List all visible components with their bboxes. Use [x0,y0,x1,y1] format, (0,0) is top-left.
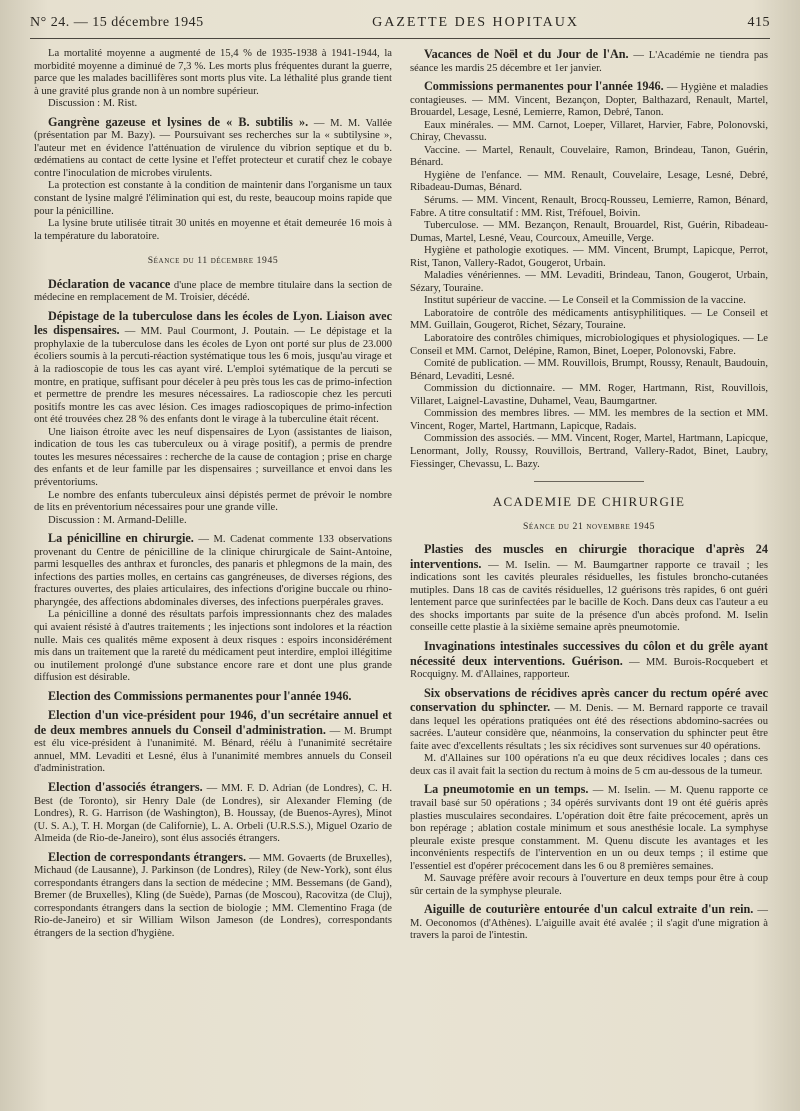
article-paragraph [410,687,768,754]
paragraph: La mortalité moyenne a augmenté de 15,4 % de 1935-1938 à 1941-1944, la morbidité moyenne a diminué de 7,3 %. Les morts plus fréquentes durant la guerre, parce que les malades bacillifères sont morts plus vite. La léthalité plus grande tient à une gravité plus grande non à un nombre supérieur. [34,48,392,97]
article-text: — MM. Burois-Rocquebert et Rocquigny. M. d'Allaines, rapporteur. [410,656,768,681]
article-paragraph [410,783,768,873]
article-text: — M. Oeconomos (d'Athènes). L'aiguille avait été avalée ; il s'agit d'une migration à travers la paroi de l'intestin. [410,905,768,942]
article-title: Election de correspondants étrangers. [48,849,247,864]
paragraph: Laboratoire de contrôle des médicaments antisyphilitiques. — Le Conseil et MM. Guillain, Gougerot, Richet, Sézary, Touraine. [410,307,768,332]
article-paragraph [34,310,392,427]
session-heading: Séance du 11 décembre 1945 [147,255,279,267]
article-title: Election des Commissions permanentes pour l'année 1946. [48,688,352,703]
article-title: Dépistage de la tuberculose dans les écoles de Lyon. Liaison avec les dispensaires. [34,308,392,338]
article-title: Invaginations intestinales successives du côlon et du grêle ayant nécessité deux interventions. Guérison. [410,638,768,668]
journal-title: GAZETTE DES HOPITAUX [372,15,579,30]
article-paragraph [410,80,768,120]
paragraph: Tuberculose. — MM. Bezançon, Renault, Brouardel, Rist, Guérin, Ribadeau-Dumas, Martel, Lesné, Veau, Courcoux, Ameuille, Verge. [410,220,768,244]
page-number: 415 [747,15,770,30]
article-paragraph [410,640,768,682]
article-paragraph [34,116,392,181]
section-divider [534,481,644,482]
article-paragraph [410,48,768,75]
article-text: — M. Cadenat commente 133 observations provenant du Centre de pénicilline de la clinique chirurgicale de Saint-Antoine, parmi lesquelles des anthrax et furoncles, des panaris et phlegmons de la main, des infections des parties molles, en certains cas gangréneuses, de diverses régions, des fractures ouvertes, des plaies articulaires, des infections d'origine buccale ou rhino-pharyngée, des affections abdominales diverses, des infections puerpérales graves. [34,534,392,608]
paragraph: Une liaison étroite avec les neuf dispensaires de Lyon (assistantes de liaison, indication de tous les cas tuberculeux ou à virage positif), a permis de prendre toutes les mesures nécessaires : recherche de la cause de contagion ; prise en charge des enfants et de leur famille par les dispensaires ; surveillance et envoi dans les préventoriums. [34,426,392,488]
discussion: Discussion : M. Armand-Delille. [48,514,187,526]
paragraph: Maladies vénériennes. — MM. Levaditi, Brindeau, Tanon, Gougerot, Urbain, Sézary, Touraine. [410,270,768,294]
article-text: — M. Iselin. — M. Quenu rapporte ce travail basé sur 50 opérations ; 34 opérés survivants dont 19 ont été guéris après plasties musculaires secondaires. L'opération doit être faite précocement, après un bon repérage ; ablation costale minimum et sous anesthésie locale. La symphyse pleurale existe presque constamment. M. Quenu discute les avantages et les inconvénients respectifs de l'intervention en un ou deux temps ; il estime que l'essentiel est d'opérer précocement dans les 6 ou 8 premières semaines. [410,785,768,872]
article-paragraph [34,690,392,705]
paragraph: La protection est constante à la condition de maintenir dans l'organisme un taux constant de lysine malgré l'élimination qui est, du reste, beaucoup moins rapide que pour la pénicilline. [34,180,392,217]
article-text: — M. M. Vallée (présentation par M. Bazy). — Poursuivant ses recherches sur la « subtilysine », l'auteur met en évidence l'atténuation de virulence du vibrion septique et du b. œdématiens au contact de cette lysine et l'effet protecteur et curatif chez le cobaye contre l'inoculation de microbes virulents. [34,117,392,179]
article-text: — MM. Paul Courmont, J. Poutain. — Le dépistage et la prophylaxie de la tuberculose dans les écoles de Lyon ont porté sur plus de 23.000 écoliers soumis à la percuti-réaction systématique tous les 6 mois, jusqu'au virage et à la radioscopie de tous les cas ayant viré. L'emploi sytématique de la percuti se montre, en pratique, suffisant pour déceler à peu près tous les cas de primo-infection et permettre de prendre les mesures nécessaires. La radioscopie chez les percuti positifs montre les cas avec lésion. Ces images radioscopiques de primo-infection ont été trouvées chez 28 % des enfants dont le virage à la tuberculine était récent. [34,326,392,426]
article-text: — Hygiène et maladies contagieuses. — MM. Vincent, Bezançon, Dopter, Balthazard, Renault, Martel, Brouardel, Lesage, Lesné, Lemierre, Ramon, Debré, Tanon. [410,82,768,119]
paragraph: Institut supérieur de vaccine. — Le Conseil et la Commission de la vaccine. [424,295,746,307]
paragraph: M. Sauvage préfère avoir recours à l'ouverture en deux temps pour être à coup sûr certain de la symphyse pleurale. [410,873,768,897]
article-paragraph [34,532,392,609]
article-title: Gangrène gazeuse et lysines de « B. subtilis ». [48,114,309,129]
paragraph: La pénicilline a donné des résultats parfois impressionnants chez des malades qui avaient résisté à d'autres traitements ; les injections sont indolores et la réaction nulle. Mais ces qualités même exposent à deux risques : espoirs inconsidérément mis dans un traitement que la rareté du médicament peut interdire, emploi illégitime ou inutilement prolongé d'une substance encore rare et dont une plus grande diffusion est désirable. [34,609,392,684]
article-paragraph [410,903,768,943]
article-paragraph [34,709,392,776]
article-title: Vacances de Noël et du Jour de l'An. [424,47,629,61]
article-paragraph [410,543,768,635]
article-text: — M. Iselin. — M. Baumgartner rapporte ce travail ; les indications sont les cavités pleurales résiduelles, les fistules broncho-cutanées mutiples. Dans 18 cas de cavités résiduelles, 12 guérisons très rapides, 6 ont guéri lentement parce que surinfectées par le bacille de Koch. Dans deux cas l'auteur a eu des shocks importants par suite de la présence d'un abcès profond. M. Iselin conseille cette plastie à la sixième semaine après pneumotomie. [410,559,768,634]
article-paragraph [34,851,392,941]
article-title: Election d'un vice-président pour 1946, d'un secrétaire annuel et de deux membres annuels du Conseil d'administration. [34,708,392,737]
page-header [30,8,770,38]
paragraph: M. d'Allaines sur 100 opérations n'a eu que deux récidives locales ; dans ces deux cas il avait fait la section du rectum à moins de 5 cm au-dessous de la tumeur. [410,753,768,777]
paragraph: Eaux minérales. — MM. Carnot, Loeper, Villaret, Harvier, Fabre, Polonovski, Chiray, Chevassu. [410,119,768,144]
article-title: Déclaration de vacance [48,276,171,291]
session-heading: Séance du 21 novembre 1945 [522,520,656,532]
paragraph: Commission des membres libres. — MM. les membres de la section et MM. Vincent, Roger, Martel, Hartmann, Lapicque, Radais. [410,408,768,432]
discussion: Discussion : M. Rist. [48,98,138,110]
article-title: Six observations de récidives après cancer du rectum opéré avec conservation du sphincter. [410,685,768,715]
paragraph: Laboratoire des contrôles chimiques, microbiologiques et physiologiques. — Le Conseil et MM. Carnot, Delépine, Ramon, Binet, Loeper, Polonovski, Fabre. [410,333,768,357]
article-text: — MM. F. D. Adrian (de Londres), C. H. Best (de Toronto), sir Henry Dale (de Londres), sir Alexander Fleming (de Londres), R. G. Harrison (de Washington), B. Houssay, (de Buenos-Ayres), Minot (U. S. A.), T. H. Morgan (de Californie), L. A. Orbeli (U.R.S.S.), Miguel Ozario de Almeida (de Rio-de-Janeiro), sont élus associés étrangers. [34,782,393,845]
section-title: ACADEMIE DE CHIRURGIE [492,494,686,510]
paragraph: La lysine brute utilisée titrait 30 unités en moyenne et était demeurée 16 mois à la température du laboratoire. [34,218,392,242]
paragraph: Hygiène et pathologie exotiques. — MM. Vincent, Brumpt, Lapicque, Perrot, Rist, Tanon, Vallery-Radot, Gougerot, Urbain. [410,245,768,269]
paragraph: Vaccine. — Martel, Renault, Couvelaire, Ramon, Brindeau, Tanon, Guérin, Bénard. [410,144,768,169]
left-column [34,48,392,1097]
article-paragraph [34,781,392,846]
right-column [410,48,768,1097]
paragraph: Le nombre des enfants tuberculeux ainsi dépistés permet de prévoir le nombre de lits en préventorium nécessaires pour une grande ville. [34,489,392,514]
article-title: Aiguille de couturière entourée d'un calcul extraite d'un rein. [424,902,754,917]
article-title: La pneumotomie en un temps. [424,782,589,797]
paragraph: Comité de publication. — MM. Rouvillois, Brumpt, Roussy, Renault, Baudouin, Bénard, Levaditi, Lesné. [410,358,768,382]
issue-date: N° 24. — 15 décembre 1945 [30,15,204,30]
article-title: Commissions permanentes pour l'année 1946. [424,79,664,94]
article-text: d'une place de membre titulaire dans la section de médecine en remplacement de M. Troisier, décédé. [34,279,392,304]
article-title: Plasties des muscles en chirurgie thoracique d'après 24 interventions. [410,542,768,571]
article-text: — MM. Govaerts (de Bruxelles), Michaud (de Lausanne), J. Parkinson (de Londres), Riley (de New-York), sont élus correspondants étrangers dans la section de médecine ; MM. Bessemans (de Gand), Bremer (de Bruxelles), Kling (de Suède), Parnas (de Moscou), Racovitza (de Cluj), correspondants étrangers dans la section de biologie ; MM. Clementino Fraga (de Rio-de-Janeiro) et sir William Wilson Jameson (de Londres), correspondants étrangers de la section d'hygiène. [34,852,392,939]
article-title: Election d'associés étrangers. [48,779,203,794]
paragraph: Commission des associés. — MM. Vincent, Roger, Martel, Hartmann, Lapicque, Lenormant, Jolly, Roussy, Rouvillois, Bertrand, Vallery-Radot, Binet, Laubry, Fiessinger, Chevassu, L. Bazy. [410,433,768,470]
paragraph: Commission du dictionnaire. — MM. Roger, Hartmann, Rist, Rouvillois, Villaret, Laignel-Lavastine, Duhamel, Veau, Baumgartner. [410,383,768,407]
article-text: — L'Académie ne tiendra pas séance les mardis 25 décembre et 1er janvier. [410,50,768,74]
article-paragraph [34,278,392,305]
article-text: — M. Denis. — M. Bernard rapporte ce travail dans lequel les opérations pratiquées ont été des résections abdomino-sacrées ou sacrées. L'auteur considère que, néanmoins, la conservation du sphincter peut être faite avec d'excellents résultats ; les six récidives sont survenues sur 40 opérations. [410,703,768,752]
article-title: La pénicilline en chirurgie. [48,531,194,546]
header-rule [30,38,770,39]
paragraph: Hygiène de l'enfance. — MM. Renault, Couvelaire, Lesage, Lesné, Debré, Ribadeau-Dumas, Bénard. [410,169,768,194]
article-text: — M. Brumpt est élu vice-président à l'unanimité. M. Bénard, réélu à l'unanimité secrétaire annuel, MM. Levaditi et Lesné, élus à l'unanimité membres annuels du Conseil d'administration. [34,725,393,775]
paragraph: Sérums. — MM. Vincent, Renault, Brocq-Rousseu, Lemierre, Ramon, Bénard, Fabre. A titre consultatif : MM. Rist, Tréfouel, Boivin. [410,195,768,219]
